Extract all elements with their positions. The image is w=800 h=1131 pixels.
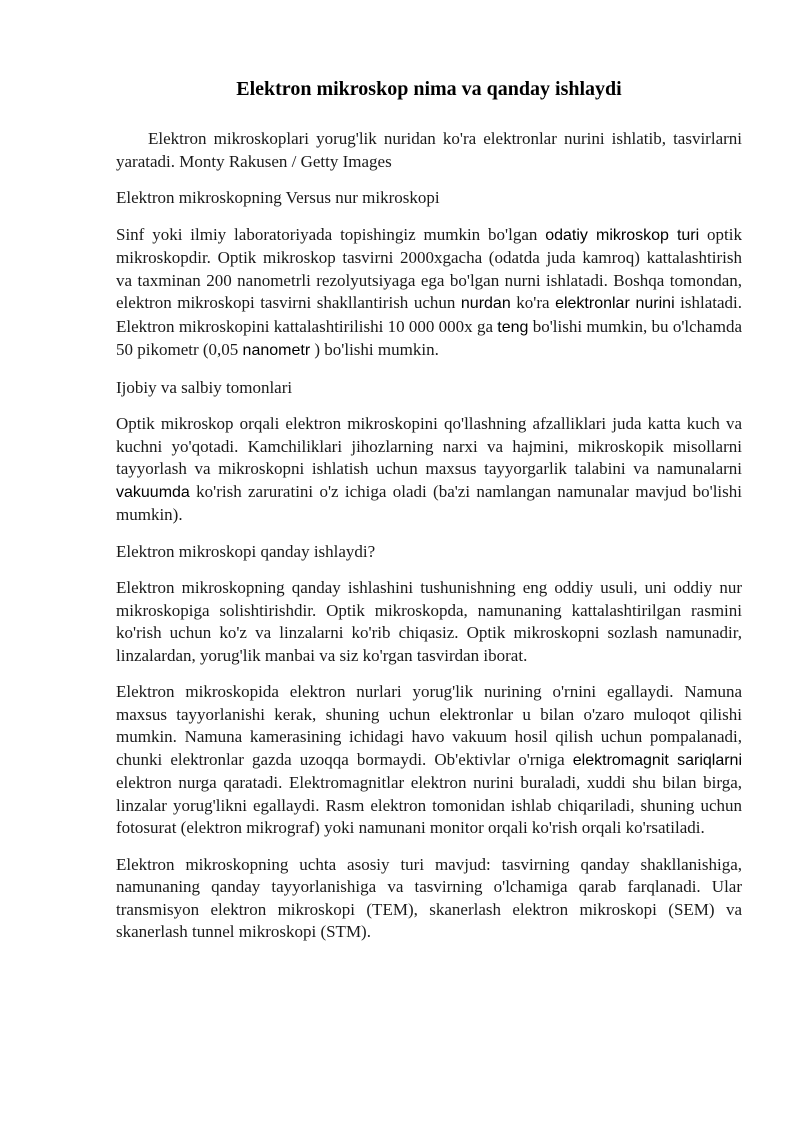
link-vakuumda[interactable]: vakuumda [116, 483, 190, 501]
text-span: ko'rish zaruratini o'z ichiga oladi (ba'zi namlangan namunalar mavjud bo'lishi mumkin). [116, 481, 742, 524]
text-span: Elektron mikroskopida elektron nurlari yorug'lik nurining o'rnini egallaydi. Namuna maxsus tayyorlanishi kerak, shuning uchun elektronlar u bilan o'zaro muloqot qilishi mumkin. Namuna kamerasining ichidagi havo vakuum hosil qilish uchun pompalanadi, chunki elektronlar gazda uzoqqa bormaydi. Ob'ektivlar o'rniga [116, 682, 742, 769]
link-nurdan[interactable]: nurdan [460, 295, 511, 312]
section-heading-how-it-works: Elektron mikroskopi qanday ishlaydi? [116, 541, 376, 561]
text-span: ) bo'lishi mumkin. [310, 340, 439, 359]
paragraph-types: Elektron mikroskopning uchta asosiy turi mavjud: tasvirning qanday shakllanishiga, namunaning qanday tayyorlanishiga va tasvirning o'lchamiga qarab farqlanadi. Ular transmisyon elektron mikroskopi (TEM), skanerlash elektron mikroskopi (SEM) va skanerlash tunnel mikroskopi (STM). [116, 854, 742, 941]
text-span: Optik mikroskop orqali elektron mikroskopini qo'llashning afzalliklari juda katta kuch va kuchni yo'qotadi. Kamchiliklari jihozlarning narxi va hajmini, mikroskopik misollarni tayyorlash va mikroskopni ishlatish uchun maxsus tayyorgarlik talabini va namunalarni [116, 414, 742, 478]
document-page [116, 76, 742, 958]
text-span: ko'ra [510, 293, 556, 312]
text-span: Sinf yoki ilmiy laboratoriyada topishingiz mumkin bo'lgan [116, 224, 546, 244]
paragraph-pros-cons [116, 413, 742, 527]
text-span: ishlatadi. Elektron mikroskopini kattalashtirilishi 10 000 000x ga [116, 293, 742, 336]
link-nanometr[interactable]: nanometr [242, 342, 311, 359]
document-title: Elektron mikroskop nima va qanday ishlaydi [236, 78, 622, 100]
section-heading-comparison: Elektron mikroskopning Versus nur mikroskopi [116, 188, 440, 207]
text-span: bo'lishi mumkin, bu o'lchamda 50 pikometr (0,05 [116, 316, 742, 359]
link-elektronlar-nurini[interactable]: elektronlar nurini [555, 295, 675, 312]
text-span: elektron nurga qaratadi. Elektromagnitlar elektron nurini buraladi, xuddi shu bilan birga, linzalar yorug'likni egallaydi. Rasm elektron tomonidan ishlab chiqariladi, shuning uchun fotosurat (elektron mikrograf) yoki namunani monitor orqali ko'rish orqali ko'rsatiladi. [116, 773, 742, 837]
link-teng[interactable]: teng [497, 318, 529, 336]
intro-paragraph: Elektron mikroskoplari yorug'lik nuridan ko'ra elektronlar nurini ishlatib, tasvirlarni yaratadi. Monty Rakusen / Getty Images [116, 129, 742, 171]
link-elektromagnit-sariqlarni[interactable]: elektromagnit sariqlarni [572, 751, 743, 769]
link-odatiy-mikroskop[interactable]: odatiy mikroskop turi [545, 226, 700, 244]
section-heading-pros-cons: Ijobiy va salbiy tomonlari [116, 377, 293, 397]
paragraph-how-it-works-1: Elektron mikroskopning qanday ishlashini tushunishning eng oddiy usuli, uni oddiy nur mikroskopiga solishtirishdir. Optik mikroskopda, namunaning kattalashtirilgan rasmini ko'rish uchun ko'z va linzalarni ko'rib chiqasiz. Optik mikroskopni sozlash namunadir, linzalardan, yorug'lik manbai va siz ko'rgan tasvirdan iborat. [116, 578, 742, 665]
paragraph-how-it-works-2 [116, 681, 742, 840]
paragraph-comparison [116, 224, 742, 363]
text-span: optik mikroskopdir. Optik mikroskop tasvirni 2000xgacha (odatda juda kamroq) kattalashtirish va taxminan 200 nanometrli rezolyutsiyaga ega bo'lgan nurni ishlatadi. Boshqa tomondan, elektron mikroskopi tasvirni shakllantirish uchun [116, 224, 742, 312]
